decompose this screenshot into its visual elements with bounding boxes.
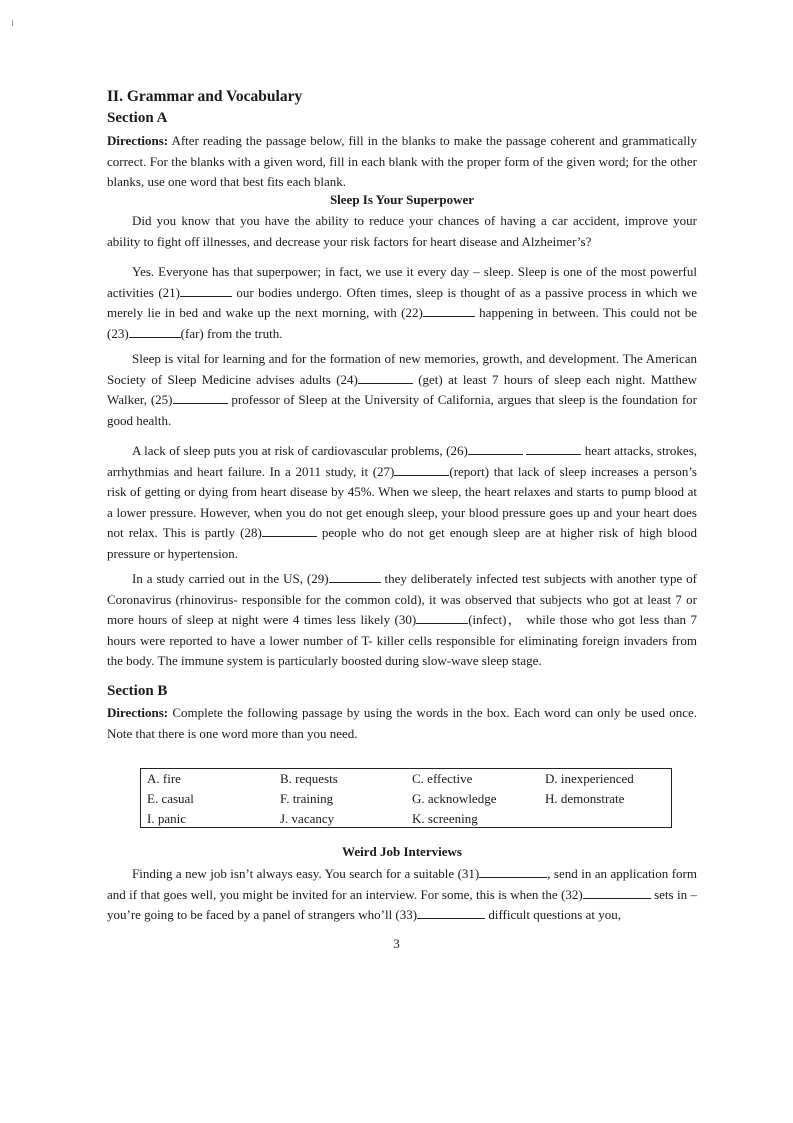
paragraph-text: Yes. Everyone has that superpower; in fact, we use it every day – sleep. Sleep is one of the most powerful activities (21) [107, 264, 697, 300]
blank-23[interactable] [129, 325, 181, 338]
word-option: D. inexperienced [545, 771, 634, 786]
scan-mark [12, 20, 13, 26]
section-a-directions [107, 131, 697, 193]
word-option: C. effective [412, 771, 473, 786]
paragraph-text: (report) that lack of sleep increases a person’s risk of getting or dying from heart disease by 45%. When we sleep, the heart relaxes and starts to pump blood at a lower pressure. However, when you do not get enough sleep, your blood pressure goes up and your heart does not relax. This is partly (28) [107, 463, 697, 540]
paragraph-b1 [107, 864, 697, 926]
blank-21[interactable] [180, 284, 232, 297]
word-option: I. panic [147, 811, 186, 826]
page-number: 3 [393, 936, 400, 951]
paragraph-text: difficult questions at you, [485, 907, 621, 922]
blank-24[interactable] [358, 371, 413, 384]
paragraph-4 [107, 441, 697, 564]
paragraph-text: Sleep is vital for learning and for the formation of new memories, growth, and development. The American Society of Sleep Medicine advises adults (24) [107, 351, 697, 387]
word-bank-box [140, 768, 672, 828]
paragraph-1: Did you know that you have the ability to reduce your chances of having a car accident, improve your ability to fight off illnesses, and decrease your risk factors for heart disease and Alzheimer’s? [107, 213, 697, 249]
word-option: H. demonstrate [545, 791, 625, 806]
word-option: F. training [280, 791, 334, 806]
paragraph-3 [107, 349, 697, 431]
passage-title-interviews: Weird Job Interviews [342, 844, 462, 859]
blank-33[interactable] [417, 906, 485, 919]
directions-label: Directions: [107, 133, 169, 148]
paragraph-text: A lack of sleep puts you at risk of cardiovascular problems, (26) [132, 443, 468, 458]
blank-26a[interactable] [468, 442, 523, 455]
word-option: A. fire [147, 771, 181, 786]
section-a-title: Section A [107, 110, 168, 126]
paragraph-text: heart attacks, strokes, arrhythmias and heart failure. In a 2011 study, it (27) [107, 443, 698, 479]
paragraph-2 [107, 262, 697, 344]
passage-title-sleep: Sleep Is Your Superpower [329, 192, 475, 207]
directions-text: Complete the following passage by using the words in the box. Each word can only be used once. Note that there is one word more than you need. [107, 705, 697, 741]
paragraph-text: Finding a new job isn’t always easy. You search for a suitable (31) [132, 866, 480, 881]
blank-32[interactable] [583, 886, 651, 899]
section-heading: II. Grammar and Vocabulary [107, 88, 303, 105]
paragraph-5 [107, 569, 697, 672]
blank-30[interactable] [416, 611, 468, 624]
section-b-title: Section B [107, 683, 168, 699]
paragraph-text: , send in an application form and if that goes well, you might be invited for an interview. For some, this is when the (32) [107, 866, 697, 902]
word-option: B. requests [280, 771, 338, 786]
paragraph-text: they deliberately infected test subjects with another type of Coronavirus (rhinovirus- responsible for the common cold), it was observed that subjects who got at least 7 or more hours of sleep at night were 4 times less likely (30) [107, 571, 697, 627]
directions-label: Directions: [107, 705, 169, 720]
paragraph-text: (far) from the truth. [180, 325, 283, 341]
blank-29[interactable] [329, 570, 381, 583]
word-option: G. acknowledge [412, 791, 497, 806]
paragraph-text: happening in between. This could not be (23) [107, 305, 697, 341]
paragraph-text: people who do not get enough sleep are at higher risk of high blood pressure or hypertension. [107, 525, 698, 561]
paragraph-text: our bodies undergo. Often times, sleep is thought of as a passive process in which we merely lie in bed and wake up the next morning, with (22) [107, 284, 697, 320]
paragraph-text: (get) at least 7 hours of sleep each night. Matthew Walker, (25) [107, 371, 697, 407]
blank-22[interactable] [423, 304, 475, 317]
blank-25[interactable] [173, 391, 228, 404]
paragraph-text: sets in – you’re going to be faced by a panel of strangers who’ll (33) [107, 886, 697, 922]
blank-27[interactable] [394, 463, 449, 476]
directions-text: After reading the passage below, fill in the blanks to make the passage coherent and grammatically correct. For the blanks with a given word, fill in each blank with the proper form of the given word; for the other blanks, use one word that best fits each blank. [107, 133, 697, 189]
blank-26b[interactable] [526, 442, 581, 455]
blank-31[interactable] [479, 865, 547, 878]
word-option: K. screening [412, 811, 478, 826]
word-option: J. vacancy [280, 811, 335, 826]
paragraph-text: professor of Sleep at the University of California, argues that sleep is the foundation for good health. [107, 392, 697, 428]
paragraph-text: In a study carried out in the US, (29) [132, 571, 329, 586]
blank-28[interactable] [262, 524, 317, 537]
section-b-directions [107, 703, 697, 744]
paragraph-text: (infect)， while those who got less than 7 hours were reported to have a lower number of T- killer cells responsible for eliminating foreign invaders from the body. The immune system is particularly boosted during slow-wave sleep stage. [107, 612, 697, 668]
word-option: E. casual [147, 791, 194, 806]
